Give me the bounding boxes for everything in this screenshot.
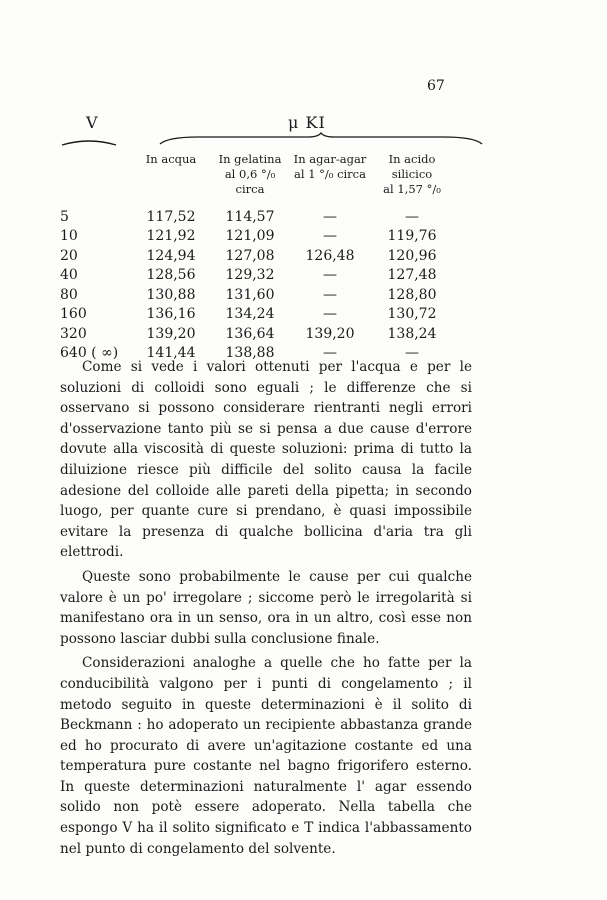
table-cell: 136,16 xyxy=(146,306,196,323)
header-cell-acido-silicico: In acido silicico al 1,57 °/₀ xyxy=(383,152,441,196)
paragraph: Considerazioni analoghe a quelle che ho fatte per la conducibilità valgono per i punti di congelamento ; il metodo seguito in queste determinazioni è il solito di Beckmann : ho adoperato un recipiente abbastanza grande ed ho procurato di avere un'agitazione costante ed una temperatura pure costante nel bagno frigorifero esterno. In queste determinazioni naturalmente l' agar essendo solido non potè essere adoperato. Nella tabella che espongo V ha il solito significato e T indica l'abbassamento nel punto di congelamento del solvente. xyxy=(60,655,472,857)
table-cell: 130,88 xyxy=(146,286,196,303)
table-cell: — xyxy=(323,208,337,225)
table-cell: 40 xyxy=(60,267,78,284)
table-cell: — xyxy=(405,345,419,362)
table-cell: 127,48 xyxy=(387,267,437,284)
table-cell: 114,57 xyxy=(225,208,275,225)
table-cell: 134,24 xyxy=(225,306,275,323)
table-cell: — xyxy=(323,345,337,362)
table-cell: 128,56 xyxy=(146,267,196,284)
page-number: 67 xyxy=(427,78,445,94)
table-cell: 5 xyxy=(60,208,69,225)
table-cell: 320 xyxy=(60,325,87,342)
table-cell: 131,60 xyxy=(225,286,275,303)
column-header-mu-ki: μ KI xyxy=(288,113,326,132)
table-cell: 128,80 xyxy=(387,286,437,303)
header-cell-v xyxy=(60,150,132,207)
table-header-row xyxy=(60,150,454,207)
table-cell: 127,08 xyxy=(225,247,275,264)
table-cell: — xyxy=(405,208,419,225)
table-cell: 139,20 xyxy=(146,325,196,342)
table-cell: 119,76 xyxy=(387,228,437,245)
table-row xyxy=(60,266,454,286)
header-brace-rule xyxy=(158,132,484,146)
table-cell: 130,72 xyxy=(387,306,437,323)
table-cell: — xyxy=(323,228,337,245)
table-cell: — xyxy=(323,306,337,323)
table-row xyxy=(60,207,454,227)
table-cell: 138,88 xyxy=(225,345,275,362)
table-cell: 129,32 xyxy=(225,267,275,284)
body-text xyxy=(60,357,472,863)
v-underline-rule xyxy=(60,136,118,148)
header-cell-gelatina: In gelatina al 0,6 °/₀ circa xyxy=(218,152,282,196)
paragraph: Come si vede i valori ottenuti per l'acqua e per le soluzioni di colloidi sono eguali ; le differenze che si osservano si possono considerare rientranti negli errori d'osservazione tanto più se si pensa a due cause d'errore dovute alla viscosità di queste soluzioni: prima di tutto la diluizione riesce più difficile del solito causa la facile adesione del colloide alle pareti della pipetta; in secondo luogo, per quante cure si prendano, è quasi impossibile evitare la presenza di qualche bollicina d'aria tra gli elettrodi. xyxy=(60,359,472,561)
table-cell: 160 xyxy=(60,306,87,323)
conductivity-table xyxy=(60,150,454,363)
table-cell: 124,94 xyxy=(146,247,196,264)
header-cell-agar: In agar-agar al 1 °/₀ circa xyxy=(293,152,367,181)
header-cell-acqua: In acqua xyxy=(145,152,197,166)
table-cell: — xyxy=(323,286,337,303)
table-row xyxy=(60,324,454,344)
table-cell: — xyxy=(323,267,337,284)
table-cell: 136,64 xyxy=(225,325,275,342)
table-cell: 120,96 xyxy=(387,247,437,264)
table-cell: 10 xyxy=(60,228,78,245)
table-cell: 121,09 xyxy=(225,228,275,245)
table-row xyxy=(60,305,454,325)
table-cell: 141,44 xyxy=(146,345,196,362)
table-cell: 126,48 xyxy=(305,247,355,264)
table-cell: 80 xyxy=(60,286,78,303)
table-cell: 139,20 xyxy=(305,325,355,342)
table-row xyxy=(60,285,454,305)
table-row xyxy=(60,227,454,247)
table-cell: 138,24 xyxy=(387,325,437,342)
table-cell: 20 xyxy=(60,247,78,264)
paragraph: Queste sono probabilmente le cause per cui qualche valore è un po' irregolare ; siccome però le irregolarità si manifestano ora in un senso, ora in un altro, così esse non possono lasciar dubbi sulla conclusione finale. xyxy=(60,568,472,647)
table-cell: 117,52 xyxy=(146,208,196,225)
table-cell: 640 ( ∞) xyxy=(60,345,119,362)
column-header-v: V xyxy=(86,113,98,132)
table-cell: 121,92 xyxy=(146,228,196,245)
table-row xyxy=(60,246,454,266)
